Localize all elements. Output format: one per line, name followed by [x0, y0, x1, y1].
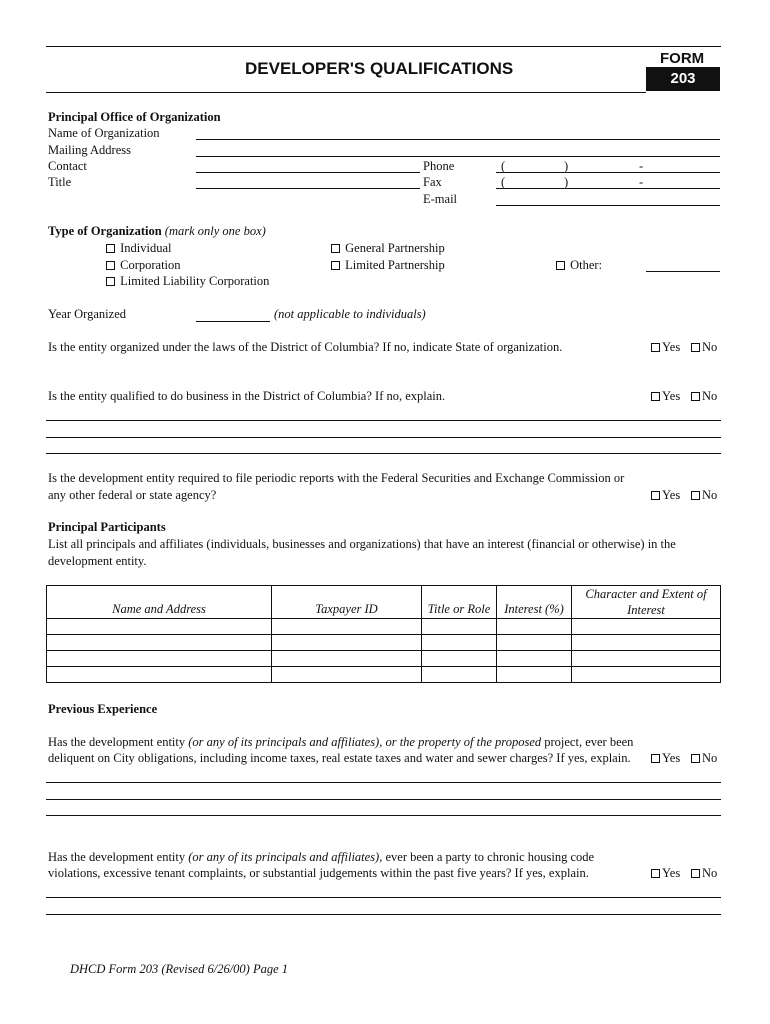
phone-field[interactable] — [496, 159, 720, 173]
org-type-corporation[interactable]: Corporation — [106, 258, 181, 273]
checkbox-icon[interactable] — [106, 277, 115, 286]
column-header-taxpayer-id: Taxpayer ID — [272, 586, 422, 619]
column-header-interest: Interest (%) — [497, 586, 572, 619]
form-number-badge: 203 — [646, 67, 720, 91]
year-organized-label: Year Organized — [48, 307, 126, 321]
header-bottom-rule — [46, 92, 646, 93]
table-row[interactable] — [47, 667, 721, 683]
mailing-address-label: Mailing Address — [48, 143, 131, 157]
fax-dash: - — [639, 175, 644, 189]
checkbox-icon[interactable] — [691, 392, 700, 401]
explain-line[interactable] — [46, 799, 721, 800]
mailing-address-field[interactable] — [196, 143, 720, 157]
fax-paren-open: ( — [501, 175, 506, 189]
column-header-name-address: Name and Address — [47, 586, 272, 619]
organization-name-field[interactable] — [196, 126, 720, 140]
question-periodic-reports-yes[interactable]: Yes — [651, 488, 680, 503]
column-header-character-extent: Character and Extent of Interest — [572, 586, 721, 619]
checkbox-icon[interactable] — [651, 869, 660, 878]
page-footer: DHCD Form 203 (Revised 6/26/00) Page 1 — [70, 962, 289, 976]
contact-field[interactable] — [196, 159, 420, 173]
participants-heading: Principal Participants — [48, 520, 166, 534]
table-row[interactable] — [47, 651, 721, 667]
phone-paren-close: ) — [564, 159, 569, 173]
principal-office-heading: Principal Office of Organization — [48, 110, 221, 124]
checkbox-icon[interactable] — [691, 343, 700, 352]
checkbox-icon[interactable] — [106, 261, 115, 270]
table-header-row — [47, 586, 721, 619]
checkbox-icon[interactable] — [651, 343, 660, 352]
question-delinquent-line2: deliquent on City obligations, including income taxes, real estate taxes and water and sewer charges? If yes, explain. — [48, 751, 631, 765]
phone-paren-open: ( — [501, 159, 506, 173]
form-title: DEVELOPER'S QUALIFICATIONS — [245, 59, 514, 78]
explain-line[interactable] — [46, 815, 721, 816]
year-organized-field[interactable] — [196, 308, 270, 322]
question-housing-violations-no[interactable]: No — [691, 866, 717, 881]
checkbox-icon[interactable] — [691, 754, 700, 763]
participants-table — [46, 585, 721, 683]
question-delinquent-yes[interactable]: Yes — [651, 751, 680, 766]
org-type-other-field[interactable] — [646, 258, 720, 272]
question-dc-law: Is the entity organized under the laws of the District of Columbia? If no, indicate State of organization. — [48, 340, 563, 354]
question-periodic-reports-line1: Is the development entity required to file periodic reports with the Federal Securities and Exchange Commission or — [48, 471, 625, 485]
organization-name-label: Name of Organization — [48, 126, 160, 140]
question-periodic-reports-no[interactable]: No — [691, 488, 717, 503]
checkbox-icon[interactable] — [691, 491, 700, 500]
checkbox-icon[interactable] — [556, 261, 565, 270]
checkbox-icon[interactable] — [331, 261, 340, 270]
checkbox-icon[interactable] — [651, 392, 660, 401]
phone-dash: - — [639, 159, 644, 173]
column-header-title-role: Title or Role — [422, 586, 497, 619]
explain-line[interactable] — [46, 420, 721, 421]
question-dc-qualified-no[interactable]: No — [691, 389, 717, 404]
explain-line[interactable] — [46, 437, 721, 438]
explain-line[interactable] — [46, 782, 721, 783]
question-periodic-reports-line2: any other federal or state agency? — [48, 488, 217, 502]
header-rule — [46, 46, 721, 47]
email-field[interactable] — [496, 192, 720, 206]
explain-line[interactable] — [46, 897, 721, 898]
org-type-general-partnership[interactable]: General Partnership — [331, 241, 445, 256]
org-type-limited-partnership[interactable]: Limited Partnership — [331, 258, 445, 273]
checkbox-icon[interactable] — [106, 244, 115, 253]
org-type-heading: Type of Organization (mark only one box) — [48, 224, 266, 238]
participants-instructions-line1: List all principals and affiliates (individuals, businesses and organizations) that have an interest (financial or otherwise) in the — [48, 537, 676, 551]
year-organized-note: (not applicable to individuals) — [274, 307, 426, 321]
question-housing-violations-line2: violations, excessive tenant complaints, or substantial judgements within the past five years? If yes, explain. — [48, 866, 589, 880]
table-row[interactable] — [47, 619, 721, 635]
question-dc-qualified: Is the entity qualified to do business in the District of Columbia? If no, explain. — [48, 389, 446, 403]
org-type-llc[interactable]: Limited Liability Corporation — [106, 274, 269, 289]
fax-label: Fax — [423, 175, 442, 189]
phone-label: Phone — [423, 159, 455, 173]
checkbox-icon[interactable] — [651, 491, 660, 500]
question-delinquent-no[interactable]: No — [691, 751, 717, 766]
question-dc-law-yes[interactable]: Yes — [651, 340, 680, 355]
question-housing-violations-yes[interactable]: Yes — [651, 866, 680, 881]
org-type-individual[interactable]: Individual — [106, 241, 172, 256]
question-delinquent-line1: Has the development entity (or any of its principals and affiliates), or the property of the proposed project, ever been — [48, 735, 634, 749]
checkbox-icon[interactable] — [651, 754, 660, 763]
question-dc-qualified-yes[interactable]: Yes — [651, 389, 680, 404]
email-label: E-mail — [423, 192, 458, 206]
previous-experience-heading: Previous Experience — [48, 702, 158, 716]
form-label: FORM — [660, 50, 705, 67]
org-type-other[interactable]: Other: — [556, 258, 602, 273]
participants-instructions-line2: development entity. — [48, 554, 147, 568]
question-housing-violations-line1: Has the development entity (or any of its principals and affiliates), ever been a party to chronic housing code — [48, 850, 595, 864]
title-label: Title — [48, 175, 72, 189]
checkbox-icon[interactable] — [691, 869, 700, 878]
title-field[interactable] — [196, 175, 420, 189]
fax-paren-close: ) — [564, 175, 569, 189]
explain-line[interactable] — [46, 914, 721, 915]
checkbox-icon[interactable] — [331, 244, 340, 253]
question-dc-law-no[interactable]: No — [691, 340, 717, 355]
explain-line[interactable] — [46, 453, 721, 454]
fax-field[interactable] — [496, 175, 720, 189]
contact-label: Contact — [48, 159, 87, 173]
table-row[interactable] — [47, 635, 721, 651]
